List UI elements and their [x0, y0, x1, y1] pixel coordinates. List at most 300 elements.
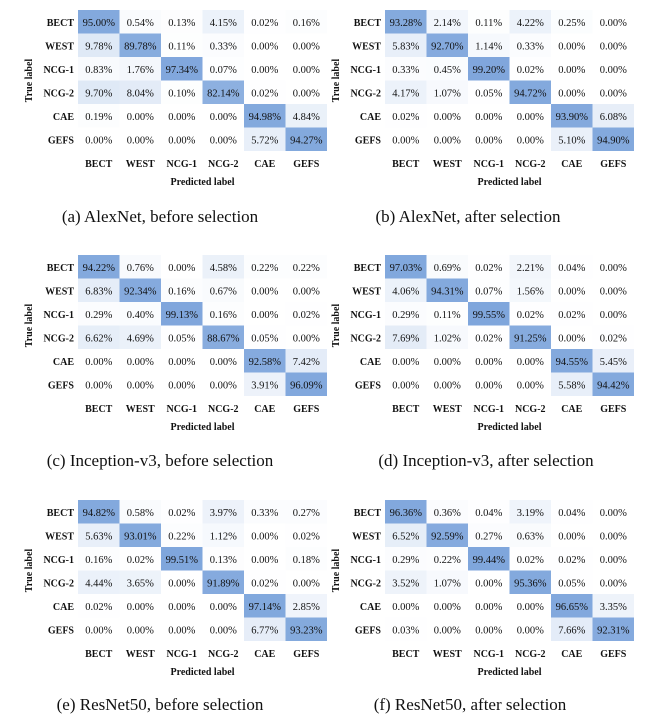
- cell-value: 92.31%: [597, 625, 630, 637]
- cell-value: 0.00%: [433, 356, 461, 368]
- column-label: BECT: [392, 404, 420, 415]
- cell-value: 0.00%: [433, 135, 461, 147]
- column-label: WEST: [125, 159, 155, 170]
- row-label: WEST: [45, 286, 74, 298]
- y-axis-title: True label: [24, 548, 35, 593]
- cell-value: 0.00%: [516, 135, 544, 147]
- cell-value: 99.13%: [165, 309, 198, 321]
- y-axis-title: True label: [24, 303, 35, 348]
- cell-value: 99.44%: [472, 554, 505, 566]
- cell-value: 4.84%: [292, 111, 320, 123]
- cell-value: 0.40%: [126, 309, 154, 321]
- column-label: WEST: [432, 649, 462, 660]
- cell-value: 0.00%: [292, 41, 320, 53]
- cell-value: 0.00%: [475, 625, 503, 637]
- cell-value: 0.02%: [168, 507, 196, 519]
- cell-value: 0.02%: [475, 333, 503, 345]
- cell-value: 2.85%: [292, 601, 320, 613]
- cell-value: 88.67%: [207, 333, 240, 345]
- column-label: WEST: [125, 649, 155, 660]
- cell-value: 3.65%: [126, 578, 154, 590]
- cell-value: 0.00%: [475, 578, 503, 590]
- cell-value: 0.00%: [475, 111, 503, 123]
- cell-value: 91.89%: [207, 578, 240, 590]
- row-label: WEST: [352, 41, 381, 53]
- cell-value: 93.28%: [389, 17, 422, 29]
- column-label: BECT: [392, 649, 420, 660]
- cell-value: 0.02%: [292, 531, 320, 543]
- cell-value: 3.52%: [392, 578, 420, 590]
- cell-value: 1.56%: [516, 286, 544, 298]
- cell-value: 3.19%: [516, 507, 544, 519]
- cell-value: 93.23%: [290, 625, 323, 637]
- cell-value: 0.00%: [251, 286, 279, 298]
- column-label: CAE: [254, 404, 276, 415]
- cell-value: 0.00%: [209, 111, 237, 123]
- row-label: NCG-1: [43, 309, 74, 321]
- cell-value: 0.00%: [168, 578, 196, 590]
- row-label: GEFS: [354, 135, 381, 147]
- row-label: NCG-2: [350, 333, 381, 345]
- x-axis-title: Predicted label: [170, 422, 235, 433]
- cell-value: 0.00%: [475, 380, 503, 392]
- cell-value: 0.33%: [392, 64, 420, 76]
- column-label: CAE: [254, 649, 276, 660]
- row-label: NCG-2: [43, 578, 74, 590]
- cell-value: 0.00%: [599, 41, 627, 53]
- cell-value: 0.00%: [475, 135, 503, 147]
- cell-value: 0.00%: [392, 380, 420, 392]
- cell-value: 97.14%: [248, 601, 281, 613]
- cell-value: 93.01%: [124, 531, 157, 543]
- cell-value: 0.16%: [292, 17, 320, 29]
- cell-value: 5.10%: [558, 135, 586, 147]
- cell-value: 0.02%: [292, 309, 320, 321]
- cell-value: 0.11%: [433, 309, 461, 321]
- cell-value: 0.00%: [558, 333, 586, 345]
- cell-value: 0.00%: [209, 625, 237, 637]
- cell-value: 0.00%: [126, 111, 154, 123]
- column-label: NCG-2: [207, 159, 239, 170]
- cell-value: 0.02%: [126, 554, 154, 566]
- cell-value: 0.00%: [433, 380, 461, 392]
- cell-value: 0.58%: [126, 507, 154, 519]
- cell-value: 0.33%: [516, 41, 544, 53]
- cell-value: 0.00%: [475, 601, 503, 613]
- column-label: NCG-2: [207, 649, 239, 660]
- cell-value: 0.00%: [251, 41, 279, 53]
- row-label: WEST: [352, 286, 381, 298]
- cell-value: 4.15%: [209, 17, 237, 29]
- row-label: NCG-1: [350, 64, 381, 76]
- cell-value: 2.14%: [433, 17, 461, 29]
- cell-value: 0.00%: [126, 601, 154, 613]
- cell-value: 0.10%: [168, 88, 196, 100]
- column-label: CAE: [561, 159, 583, 170]
- row-label: GEFS: [354, 380, 381, 392]
- cell-value: 94.82%: [82, 507, 115, 519]
- cell-value: 5.58%: [558, 380, 586, 392]
- cell-value: 0.00%: [209, 356, 237, 368]
- row-label: NCG-1: [43, 64, 74, 76]
- cell-value: 0.16%: [209, 309, 237, 321]
- cell-value: 0.29%: [85, 309, 113, 321]
- cell-value: 0.00%: [126, 356, 154, 368]
- column-label: NCG-2: [514, 404, 546, 415]
- confusion-matrix-5: [24, 500, 327, 714]
- cell-value: 0.00%: [558, 286, 586, 298]
- y-axis-title: True label: [331, 548, 342, 593]
- cell-value: 0.00%: [85, 135, 113, 147]
- cell-value: 0.00%: [168, 111, 196, 123]
- x-axis-title: Predicted label: [477, 177, 542, 188]
- column-label: BECT: [85, 159, 113, 170]
- cell-value: 93.90%: [555, 111, 588, 123]
- cell-value: 0.02%: [251, 578, 279, 590]
- cell-value: 0.00%: [599, 578, 627, 590]
- column-label: GEFS: [600, 404, 627, 415]
- subfigure-caption: (a) AlexNet, before selection: [61, 207, 259, 226]
- cell-value: 1.76%: [126, 64, 154, 76]
- cell-value: 0.00%: [599, 17, 627, 29]
- cell-value: 94.90%: [597, 135, 630, 147]
- cell-value: 4.44%: [85, 578, 113, 590]
- cell-value: 0.00%: [516, 601, 544, 613]
- cell-value: 0.69%: [433, 262, 461, 274]
- cell-value: 0.04%: [558, 262, 586, 274]
- cell-value: 0.22%: [292, 262, 320, 274]
- cell-value: 4.69%: [126, 333, 154, 345]
- cell-value: 9.70%: [85, 88, 113, 100]
- cell-value: 0.29%: [392, 309, 420, 321]
- cell-value: 0.00%: [558, 41, 586, 53]
- row-label: BECT: [46, 17, 74, 29]
- cell-value: 96.09%: [290, 380, 323, 392]
- cell-value: 0.00%: [168, 601, 196, 613]
- cell-value: 0.83%: [85, 64, 113, 76]
- cell-value: 0.00%: [292, 88, 320, 100]
- cell-value: 0.19%: [85, 111, 113, 123]
- cell-value: 0.00%: [599, 531, 627, 543]
- cell-value: 0.00%: [126, 135, 154, 147]
- row-label: BECT: [353, 17, 381, 29]
- column-label: GEFS: [600, 159, 627, 170]
- cell-value: 3.35%: [599, 601, 627, 613]
- cell-value: 6.08%: [599, 111, 627, 123]
- row-label: BECT: [46, 262, 74, 274]
- cell-value: 6.77%: [251, 625, 279, 637]
- cell-value: 0.02%: [516, 309, 544, 321]
- cell-value: 99.55%: [472, 309, 505, 321]
- row-label: GEFS: [47, 135, 74, 147]
- cell-value: 0.00%: [599, 88, 627, 100]
- column-label: NCG-2: [207, 404, 239, 415]
- cell-value: 0.33%: [209, 41, 237, 53]
- cell-value: 0.00%: [292, 578, 320, 590]
- cell-value: 0.67%: [209, 286, 237, 298]
- cell-value: 0.33%: [251, 507, 279, 519]
- cell-value: 5.45%: [599, 356, 627, 368]
- cell-value: 0.16%: [168, 286, 196, 298]
- cell-value: 0.00%: [168, 625, 196, 637]
- cell-value: 0.02%: [251, 88, 279, 100]
- cell-value: 0.11%: [168, 41, 196, 53]
- cell-value: 3.97%: [209, 507, 237, 519]
- cell-value: 4.58%: [209, 262, 237, 274]
- cell-value: 99.51%: [165, 554, 198, 566]
- cell-value: 97.34%: [165, 64, 198, 76]
- column-label: CAE: [254, 159, 276, 170]
- row-label: BECT: [46, 507, 74, 519]
- cell-value: 6.62%: [85, 333, 113, 345]
- cell-value: 0.18%: [292, 554, 320, 566]
- cell-value: 0.02%: [558, 309, 586, 321]
- cell-value: 0.02%: [85, 601, 113, 613]
- cell-value: 0.07%: [209, 64, 237, 76]
- cell-value: 92.59%: [431, 531, 464, 543]
- cell-value: 0.00%: [251, 64, 279, 76]
- column-label: WEST: [432, 404, 462, 415]
- column-label: CAE: [561, 404, 583, 415]
- cell-value: 0.00%: [516, 380, 544, 392]
- subfigure-caption: (e) ResNet50, before selection: [56, 695, 264, 714]
- cell-value: 9.78%: [85, 41, 113, 53]
- row-label: BECT: [353, 507, 381, 519]
- row-label: CAE: [359, 356, 381, 368]
- cell-value: 94.72%: [514, 88, 547, 100]
- row-label: CAE: [359, 111, 381, 123]
- cell-value: 0.00%: [392, 601, 420, 613]
- cell-value: 0.63%: [516, 531, 544, 543]
- x-axis-title: Predicted label: [477, 422, 542, 433]
- cell-value: 5.83%: [392, 41, 420, 53]
- row-label: NCG-2: [350, 88, 381, 100]
- cell-value: 0.00%: [599, 286, 627, 298]
- confusion-matrix-1: [24, 10, 327, 226]
- cell-value: 4.22%: [516, 17, 544, 29]
- column-label: NCG-1: [473, 404, 505, 415]
- cell-value: 94.55%: [555, 356, 588, 368]
- cell-value: 0.00%: [392, 356, 420, 368]
- cell-value: 0.13%: [168, 17, 196, 29]
- cell-value: 0.05%: [168, 333, 196, 345]
- cell-value: 0.76%: [126, 262, 154, 274]
- cell-value: 0.00%: [292, 286, 320, 298]
- y-axis-title: True label: [331, 303, 342, 348]
- cell-value: 95.36%: [514, 578, 547, 590]
- cell-value: 0.00%: [251, 554, 279, 566]
- cell-value: 0.00%: [126, 625, 154, 637]
- column-label: NCG-1: [473, 649, 505, 660]
- row-label: NCG-1: [350, 309, 381, 321]
- cell-value: 0.00%: [85, 380, 113, 392]
- row-label: WEST: [45, 41, 74, 53]
- cell-value: 0.02%: [516, 554, 544, 566]
- cell-value: 89.78%: [124, 41, 157, 53]
- x-axis-title: Predicted label: [477, 667, 542, 678]
- row-label: NCG-2: [43, 333, 74, 345]
- cell-value: 94.27%: [290, 135, 323, 147]
- cell-value: 5.72%: [251, 135, 279, 147]
- cell-value: 0.02%: [599, 333, 627, 345]
- cell-value: 94.42%: [597, 380, 630, 392]
- cell-value: 0.54%: [126, 17, 154, 29]
- cell-value: 6.52%: [392, 531, 420, 543]
- column-label: BECT: [85, 649, 113, 660]
- row-label: GEFS: [47, 380, 74, 392]
- subfigure-caption: (c) Inception-v3, before selection: [46, 451, 274, 470]
- cell-value: 3.91%: [251, 380, 279, 392]
- y-axis-title: True label: [331, 58, 342, 103]
- cell-value: 0.22%: [168, 531, 196, 543]
- cell-value: 0.07%: [475, 286, 503, 298]
- row-label: CAE: [52, 356, 74, 368]
- column-label: GEFS: [293, 649, 320, 660]
- confusion-matrix-6: [331, 500, 634, 714]
- cell-value: 5.63%: [85, 531, 113, 543]
- cell-value: 96.65%: [555, 601, 588, 613]
- cell-value: 0.00%: [209, 135, 237, 147]
- column-label: CAE: [561, 649, 583, 660]
- column-label: WEST: [432, 159, 462, 170]
- cell-value: 1.12%: [209, 531, 237, 543]
- cell-value: 7.42%: [292, 356, 320, 368]
- y-axis-title: True label: [24, 58, 35, 103]
- cell-value: 0.02%: [392, 111, 420, 123]
- column-label: GEFS: [293, 159, 320, 170]
- cell-value: 4.06%: [392, 286, 420, 298]
- column-label: GEFS: [293, 404, 320, 415]
- cell-value: 0.00%: [433, 601, 461, 613]
- column-label: BECT: [392, 159, 420, 170]
- column-label: NCG-1: [166, 649, 198, 660]
- cell-value: 91.25%: [514, 333, 547, 345]
- cell-value: 0.13%: [209, 554, 237, 566]
- cell-value: 82.14%: [207, 88, 240, 100]
- row-label: NCG-1: [43, 554, 74, 566]
- cell-value: 0.25%: [558, 17, 586, 29]
- column-label: WEST: [125, 404, 155, 415]
- x-axis-title: Predicted label: [170, 177, 235, 188]
- cell-value: 0.45%: [433, 64, 461, 76]
- cell-value: 0.05%: [251, 333, 279, 345]
- cell-value: 0.27%: [292, 507, 320, 519]
- row-label: NCG-1: [350, 554, 381, 566]
- row-label: BECT: [353, 262, 381, 274]
- cell-value: 0.05%: [558, 578, 586, 590]
- subfigure-caption: (d) Inception-v3, after selection: [378, 451, 594, 470]
- cell-value: 99.20%: [472, 64, 505, 76]
- cell-value: 0.11%: [475, 17, 503, 29]
- cell-value: 1.07%: [433, 578, 461, 590]
- cell-value: 0.00%: [599, 64, 627, 76]
- row-label: NCG-2: [350, 578, 381, 590]
- confusion-matrix-2: [331, 10, 634, 226]
- cell-value: 0.00%: [516, 111, 544, 123]
- cell-value: 0.00%: [599, 554, 627, 566]
- cell-value: 0.00%: [168, 380, 196, 392]
- cell-value: 0.00%: [85, 356, 113, 368]
- cell-value: 0.00%: [392, 135, 420, 147]
- cell-value: 94.98%: [248, 111, 281, 123]
- confusion-matrix-4: [331, 255, 634, 470]
- column-label: NCG-1: [473, 159, 505, 170]
- cell-value: 0.04%: [558, 507, 586, 519]
- cell-value: 0.03%: [392, 625, 420, 637]
- cell-value: 0.16%: [85, 554, 113, 566]
- cell-value: 94.22%: [82, 262, 115, 274]
- row-label: NCG-2: [43, 88, 74, 100]
- cell-value: 0.00%: [292, 64, 320, 76]
- cell-value: 1.02%: [433, 333, 461, 345]
- cell-value: 0.00%: [251, 531, 279, 543]
- cell-value: 0.22%: [251, 262, 279, 274]
- row-label: CAE: [52, 601, 74, 613]
- cell-value: 0.00%: [516, 356, 544, 368]
- cell-value: 0.00%: [433, 625, 461, 637]
- cell-value: 2.21%: [516, 262, 544, 274]
- column-label: NCG-1: [166, 404, 198, 415]
- cell-value: 95.00%: [82, 17, 115, 29]
- column-label: NCG-2: [514, 159, 546, 170]
- cell-value: 0.02%: [475, 262, 503, 274]
- cell-value: 92.58%: [248, 356, 281, 368]
- cell-value: 0.00%: [599, 507, 627, 519]
- cell-value: 0.29%: [392, 554, 420, 566]
- cell-value: 96.36%: [389, 507, 422, 519]
- cell-value: 0.02%: [251, 17, 279, 29]
- cell-value: 92.70%: [431, 41, 464, 53]
- cell-value: 8.04%: [126, 88, 154, 100]
- row-label: CAE: [52, 111, 74, 123]
- confusion-matrix-3: [24, 255, 327, 470]
- cell-value: 7.66%: [558, 625, 586, 637]
- cell-value: 0.00%: [168, 262, 196, 274]
- column-label: NCG-2: [514, 649, 546, 660]
- cell-value: 0.00%: [251, 309, 279, 321]
- row-label: WEST: [45, 531, 74, 543]
- cell-value: 0.00%: [209, 380, 237, 392]
- cell-value: 0.27%: [475, 531, 503, 543]
- cell-value: 0.00%: [85, 625, 113, 637]
- cell-value: 0.00%: [168, 135, 196, 147]
- column-label: GEFS: [600, 649, 627, 660]
- cell-value: 0.00%: [558, 531, 586, 543]
- cell-value: 0.00%: [209, 601, 237, 613]
- cell-value: 4.17%: [392, 88, 420, 100]
- cell-value: 0.02%: [558, 554, 586, 566]
- cell-value: 0.00%: [599, 262, 627, 274]
- cell-value: 0.00%: [558, 88, 586, 100]
- row-label: CAE: [359, 601, 381, 613]
- cell-value: 6.83%: [85, 286, 113, 298]
- x-axis-title: Predicted label: [170, 667, 235, 678]
- cell-value: 0.00%: [292, 333, 320, 345]
- row-label: GEFS: [47, 625, 74, 637]
- cell-value: 0.22%: [433, 554, 461, 566]
- cell-value: 1.07%: [433, 88, 461, 100]
- cell-value: 0.00%: [168, 356, 196, 368]
- cell-value: 0.02%: [516, 64, 544, 76]
- column-label: NCG-1: [166, 159, 198, 170]
- column-label: BECT: [85, 404, 113, 415]
- cell-value: 92.34%: [124, 286, 157, 298]
- subfigure-caption: (b) AlexNet, after selection: [375, 207, 561, 226]
- cell-value: 0.36%: [433, 507, 461, 519]
- cell-value: 0.05%: [475, 88, 503, 100]
- cell-value: 0.00%: [599, 309, 627, 321]
- cell-value: 94.31%: [431, 286, 464, 298]
